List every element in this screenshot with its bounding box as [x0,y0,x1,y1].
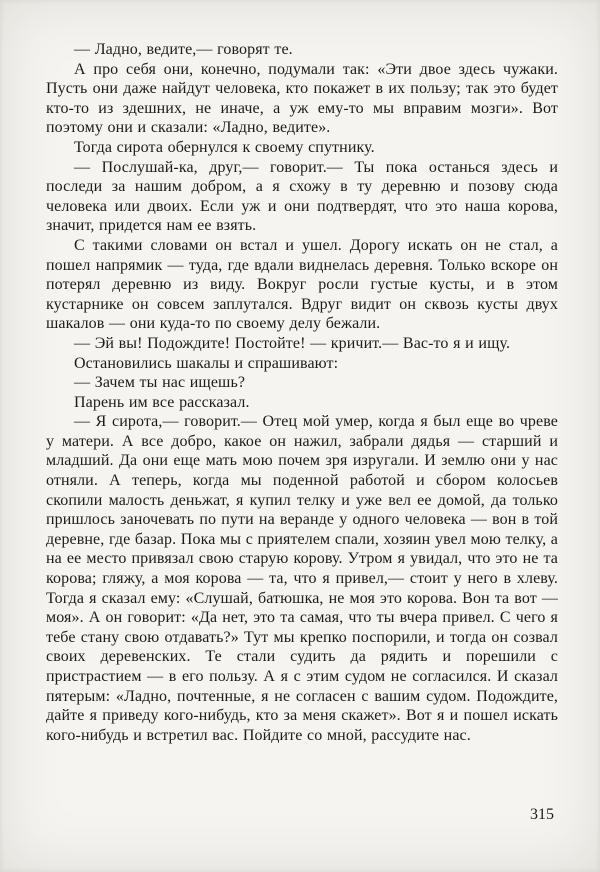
paragraph: С такими словами он встал и ушел. Дорогу искать он не стал, а пошел напрямик — туда, где вдали виднелась деревня. Только вскоре он потерял деревню из виду. Вокруг росли густые кусты, и в этом кустарнике он совсем заплутался. Вдруг видит он сквозь кусты двух шакалов — они куда-то по своему делу бежали. [46,236,558,333]
paragraph: Парень им все рассказал. [74,393,250,411]
paragraph: — Ладно, ведите,— говорят те. [74,41,293,58]
paragraph: — Я сирота,— говорит.— Отец мой умер, когда я был еще во чреве у матери. А все добро, какое он нажил, забрали дядья — старший и младший. Да они еще мать мою почем зря изругали. И землю они у нас отняли. А теперь, когда мы поденной работой и сбором колосьев скопили малость деньжат, я купил телку и уже вел ее домой, да только пришлось заночевать по пути на веранде у одного человека — вон в той деревне, где базар. Пока мы с приятелем спали, хозяин увел мою телку, а на ее место привязал свою старую корову. Утром я увидал, что это не та корова; гляжу, а моя корова — та, что я привел,— стоит у него в хлеву. Тогда я сказал ему: «Слушай, батюшка, не моя это корова. Вон та вот — моя». А он говорит: «Да нет, это та самая, что ты вчера привел. С чего я тебе стану свою отдавать?» Тут мы крепко поспорили, и тогда он созвал своих деревенских. Те стали судить да рядить и порешили с пристрастием — в его пользу. А я с этим судом не согласился. И сказал пятерым: «Ладно, почтенные, я не согласен с вашим судом. Подождите, дайте я приведу кого-нибудь, кто за меня скажет». Вот я и пошел искать кого-нибудь и встретил вас. Пойдите со мной, рассудите нас. [46,413,558,744]
paragraph: — Послушай-ка, друг,— говорит.— Ты пока останься здесь и последи за нашим добром, а я схожу в ту деревню и позову сюда человека или двоих. Если уж и они подтвердят, что это наша корова, значит, придется нам ее взять. [46,158,558,235]
paragraph: — Эй вы! Подождите! Постойте! — кричит.— Вас-то я и ищу. [74,334,511,352]
paragraph: — Зачем ты нас ищешь? [74,374,246,392]
page-number: 315 [530,806,554,823]
paragraph: А про себя они, конечно, подумали так: «Эти двое здесь чужаки. Пусть они даже найдут человека, кто покажет в их пользу; так это будет кто-то из здешних, не иначе, а уж ему-то мы вправим мозги». Вот поэтому они и сказали: «Ладно, ведите». [46,60,558,137]
paragraph: Тогда сирота обернулся к своему спутнику. [74,138,375,156]
page-text [46,40,558,745]
paragraph: Остановились шакалы и спрашивают: [74,354,339,372]
